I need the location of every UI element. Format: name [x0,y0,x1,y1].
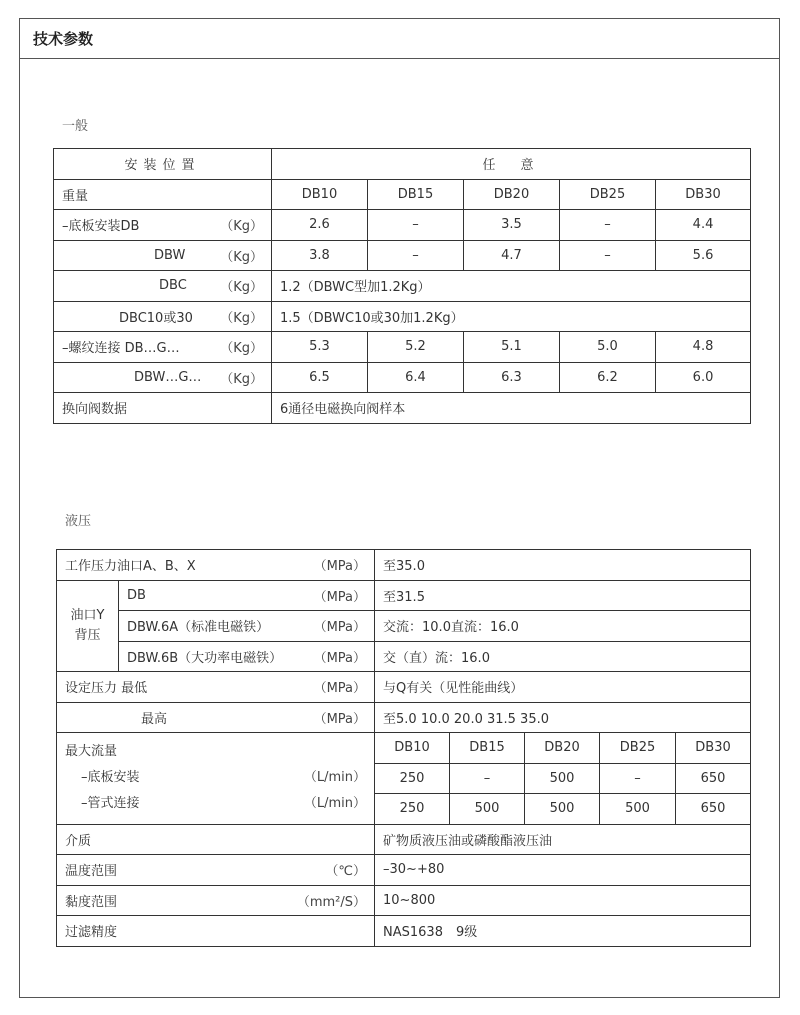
table-cell: 6.5 [272,362,368,393]
table-row [54,179,751,210]
section-label-hydraulic: 液压 [65,514,92,529]
filtration-value: NAS1638 9级 [375,916,751,947]
medium-value: 矿物质液压油或磷酸酯液压油 [375,824,751,855]
table-cell: 500 [525,763,600,794]
table-cell: 1.2（DBWC型加1.2Kg） [272,271,751,302]
table-cell: 与Q有关（见性能曲线） [375,672,751,703]
table-cell: 4.4 [656,210,751,241]
table-row [57,611,751,642]
row-label: 工作压力油口A、B、X （MPa） [57,550,375,581]
row-label: DBW （Kg） [54,240,272,271]
model-header: DB30 [656,179,751,210]
table-cell: 6.2 [560,362,656,393]
model-header: DB10 [272,179,368,210]
row-label: 温度范围 （℃） [57,855,375,886]
table-cell: 交流：10.0直流：16.0 [375,611,751,642]
model-header: DB15 [450,733,525,764]
valve-data-label: 换向阀数据 [54,393,272,424]
table-row [57,702,751,733]
table-row [57,885,751,916]
table-cell: – [560,240,656,271]
table-cell: – [600,763,676,794]
table-cell: – [450,763,525,794]
table-cell: 至5.0 10.0 20.0 31.5 35.0 [375,702,751,733]
row-label: DBW.6B（大功率电磁铁） （MPa） [119,641,375,672]
table-cell: 10~800 [375,885,751,916]
row-label: 设定压力 最低 （MPa） [57,672,375,703]
table-cell: 500 [525,794,600,825]
table-cell: 2.6 [272,210,368,241]
table-cell: –30~+80 [375,855,751,886]
table-cell: – [560,210,656,241]
table-cell: 250 [375,763,450,794]
model-header: DB15 [368,179,464,210]
title-bar [20,19,779,59]
table-cell: 650 [676,763,751,794]
table-row [57,855,751,886]
table-cell: 3.8 [272,240,368,271]
table-row [54,301,751,332]
row-label: DBW…G… （Kg） [54,362,272,393]
weight-label: 重量 [54,179,272,210]
table-row [54,393,751,424]
model-header: DB25 [560,179,656,210]
table-cell: – [368,240,464,271]
table-cell: 3.5 [464,210,560,241]
table-row [54,271,751,302]
mount-position-value: 任 意 [272,149,751,180]
table-cell: 4.7 [464,240,560,271]
filtration-label: 过滤精度 [57,916,375,947]
table-cell: 至31.5 [375,580,751,611]
model-header: DB20 [464,179,560,210]
table-cell: – [368,210,464,241]
model-header: DB30 [676,733,751,764]
valve-data-value: 6通径电磁换向阀样本 [272,393,751,424]
row-label: DBW.6A（标准电磁铁） （MPa） [119,611,375,642]
table-cell: 500 [450,794,525,825]
general-table [53,148,751,424]
row-label: DBC （Kg） [54,271,272,302]
port-y-group-label: 油口Y 背压 [57,580,119,672]
section-label-general: 一般 [62,119,89,134]
table-row [54,149,751,180]
table-cell: 6.3 [464,362,560,393]
table-cell: 6.4 [368,362,464,393]
table-cell: 5.3 [272,332,368,363]
row-label: –螺纹连接 DB…G… （Kg） [54,332,272,363]
hydraulic-table [56,549,751,947]
table-cell: 5.6 [656,240,751,271]
table-row [57,916,751,947]
table-cell: 6.0 [656,362,751,393]
model-header: DB25 [600,733,676,764]
table-row [57,580,751,611]
table-cell: 5.1 [464,332,560,363]
table-cell: 500 [600,794,676,825]
page-title: 技术参数 [33,30,94,48]
table-row [54,362,751,393]
row-label: 黏度范围 （mm²/S） [57,885,375,916]
row-label: DBC10或30 （Kg） [54,301,272,332]
max-flow-label: 最大流量 –底板安装 （L/min） –管式连接 （L/min） [57,733,375,825]
table-cell: 4.8 [656,332,751,363]
model-header: DB10 [375,733,450,764]
table-row [57,550,751,581]
row-label: –底板安装DB （Kg） [54,210,272,241]
table-cell: 5.2 [368,332,464,363]
table-cell: 250 [375,794,450,825]
medium-label: 介质 [57,824,375,855]
row-label: DB （MPa） [119,580,375,611]
table-cell: 交（直）流：16.0 [375,641,751,672]
table-row [54,332,751,363]
table-cell: 至35.0 [375,550,751,581]
table-row [57,641,751,672]
table-row [54,210,751,241]
model-header: DB20 [525,733,600,764]
table-row [57,672,751,703]
mount-position-label: 安装位置 [54,149,272,180]
table-cell: 650 [676,794,751,825]
table-cell: 1.5（DBWC10或30加1.2Kg） [272,301,751,332]
table-row [57,733,751,764]
table-row [57,824,751,855]
row-label: 最高 （MPa） [57,702,375,733]
table-cell: 5.0 [560,332,656,363]
table-row [54,240,751,271]
